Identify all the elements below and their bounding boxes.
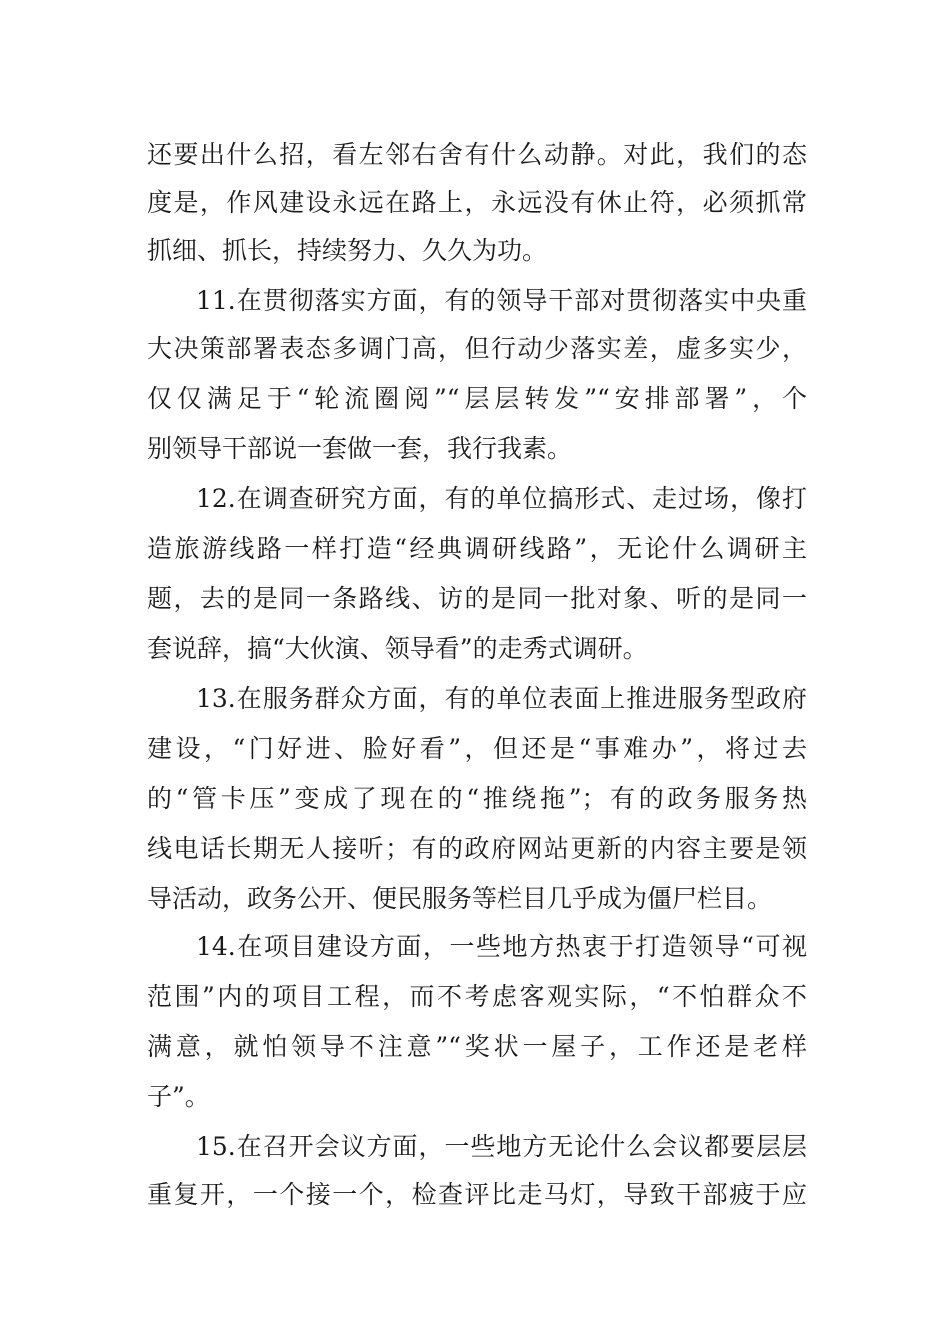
text-line: 范围”内的项目工程，而不考虑客观实际，“不怕群众不: [147, 982, 807, 1011]
text-line: 套说辞，搞“大伙演、领导看”的走秀式调研。: [147, 634, 648, 663]
text-line: 导活动，政务公开、便民服务等栏目几乎成为僵尸栏目。: [147, 884, 773, 913]
text-line: 度是，作风建设永远在路上，永远没有休止符，必须抓常: [147, 188, 807, 217]
paragraph-11-first-line: 11.在贯彻落实方面，有的领导干部对贯彻落实中央重: [196, 286, 807, 315]
paragraph-15-first-line: 15.在召开会议方面，一些地方无论什么会议都要层层: [196, 1132, 807, 1161]
text-line: 别领导干部说一套做一套，我行我素。: [147, 434, 573, 463]
text-line: 造旅游线路一样打造“经典调研线路”，无论什么调研主: [147, 534, 807, 563]
text-line: 题，去的是同一条路线、访的是同一批对象、听的是同一: [147, 584, 807, 613]
text-line: 建设，“门好进、脸好看”，但还是“事难办”，将过去: [147, 734, 807, 763]
text-line: 还要出什么招，看左邻右舍有什么动静。对此，我们的态: [147, 140, 807, 169]
paragraph-12-first-line: 12.在调查研究方面，有的单位搞形式、走过场，像打: [196, 484, 807, 513]
text-line: 线电话长期无人接听；有的政府网站更新的内容主要是领: [147, 834, 807, 863]
paragraph-13-first-line: 13.在服务群众方面，有的单位表面上推进服务型政府: [196, 684, 807, 713]
text-line: 抓细、抓长，持续努力、久久为功。: [147, 236, 548, 265]
text-line: 子”。: [147, 1082, 210, 1111]
text-line: 满意，就怕领导不注意”“奖状一屋子，工作还是老样: [147, 1032, 807, 1061]
text-line: 大决策部署表态多调门高，但行动少落实差，虚多实少，: [147, 334, 807, 363]
paragraph-14-first-line: 14.在项目建设方面，一些地方热衷于打造领导“可视: [196, 932, 807, 961]
text-line: 重复开，一个接一个，检查评比走马灯，导致干部疲于应: [147, 1180, 807, 1209]
text-line: 仅仅满足于“轮流圈阅”“层层转发”“安排部署”，个: [147, 384, 807, 413]
text-line: 的“管卡压”变成了现在的“推绕拖”；有的政务服务热: [147, 784, 807, 813]
